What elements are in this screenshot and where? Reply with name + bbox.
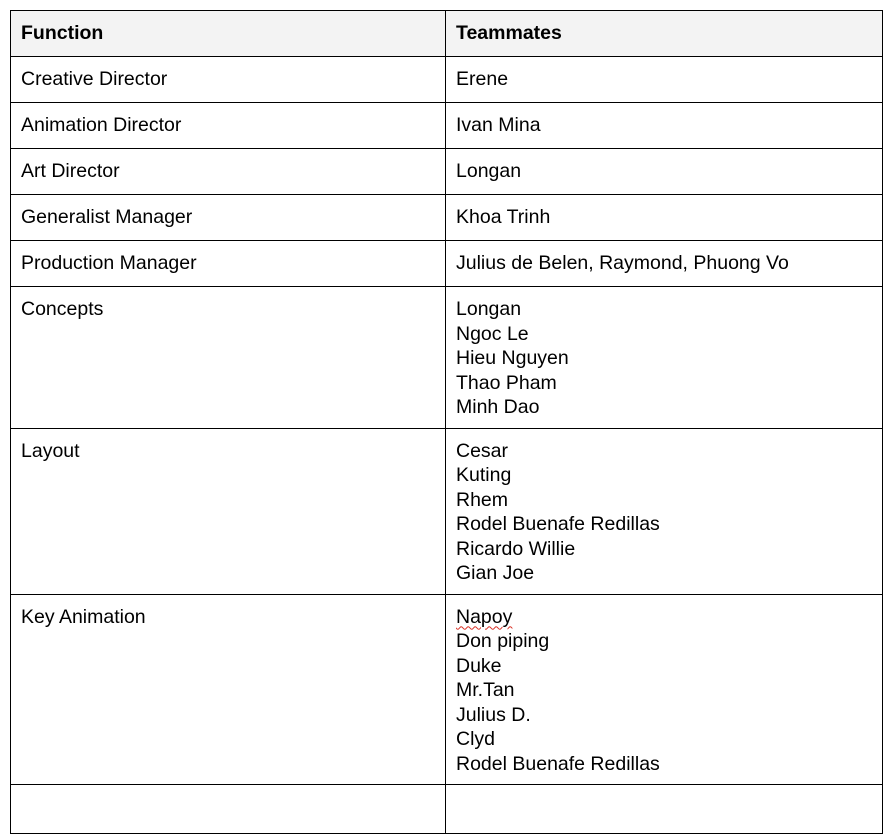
header-row	[11, 11, 883, 57]
teammate-name: Longan	[456, 160, 522, 182]
table-row	[11, 103, 883, 149]
table-row-partial	[11, 785, 883, 834]
table-row	[11, 428, 883, 594]
teammates-cell[interactable]	[446, 57, 883, 103]
teammates-cell[interactable]	[446, 195, 883, 241]
teammate-name: Minh Dao	[456, 396, 540, 418]
column-header-teammates[interactable]: Teammates	[446, 11, 883, 57]
table-row	[11, 594, 883, 785]
teammate-name: Julius D.	[456, 703, 531, 726]
teammate-name: Thao Pham	[456, 371, 557, 394]
teammate-name: Julius de Belen, Raymond, Phuong Vo	[456, 252, 789, 274]
function-cell[interactable]: Production Manager	[11, 241, 446, 287]
teammates-cell[interactable]	[446, 149, 883, 195]
teammate-name: Duke	[456, 654, 502, 677]
teammates-cell[interactable]	[446, 241, 883, 287]
teammate-name-spellcheck-flagged[interactable]: Napoy	[456, 605, 513, 628]
teammate-name: Don piping	[456, 630, 550, 652]
teammate-name: Longan	[456, 298, 522, 320]
teammates-cell-empty[interactable]	[446, 785, 883, 834]
teammate-name: Erene	[456, 68, 509, 90]
teammate-name: Mr.Tan	[456, 679, 515, 701]
table-row	[11, 241, 883, 287]
function-cell[interactable]: Concepts	[11, 287, 446, 429]
teammates-cell[interactable]	[446, 103, 883, 149]
function-cell[interactable]: Key Animation	[11, 594, 446, 785]
teammate-name: Rhem	[456, 488, 509, 511]
teammate-name: Rodel Buenafe Redillas	[456, 752, 660, 775]
teammate-name: Rodel Buenafe Redillas	[456, 513, 660, 535]
teammate-name: Clyd	[456, 728, 496, 750]
table-row	[11, 57, 883, 103]
teammate-name: Hieu Nguyen	[456, 347, 569, 369]
function-cell[interactable]: Generalist Manager	[11, 195, 446, 241]
function-cell[interactable]: Layout	[11, 428, 446, 594]
teammate-name: Cesar	[456, 439, 509, 462]
teammate-name: Ivan Mina	[456, 114, 541, 136]
teammate-name: Khoa Trinh	[456, 206, 551, 228]
teammates-cell[interactable]	[446, 428, 883, 594]
function-cell[interactable]: Creative Director	[11, 57, 446, 103]
function-cell[interactable]: Art Director	[11, 149, 446, 195]
table-row	[11, 149, 883, 195]
teammate-name: Gian Joe	[456, 562, 535, 584]
function-cell-empty[interactable]	[11, 785, 446, 834]
teammates-cell[interactable]	[446, 594, 883, 785]
team-roles-table	[10, 10, 883, 834]
function-cell[interactable]: Animation Director	[11, 103, 446, 149]
table-row	[11, 287, 883, 429]
column-header-function[interactable]: Function	[11, 11, 446, 57]
teammate-name: Ricardo Willie	[456, 537, 576, 560]
table-row	[11, 195, 883, 241]
teammate-name: Ngoc Le	[456, 322, 529, 345]
teammates-cell[interactable]	[446, 287, 883, 429]
teammate-name: Kuting	[456, 464, 512, 486]
